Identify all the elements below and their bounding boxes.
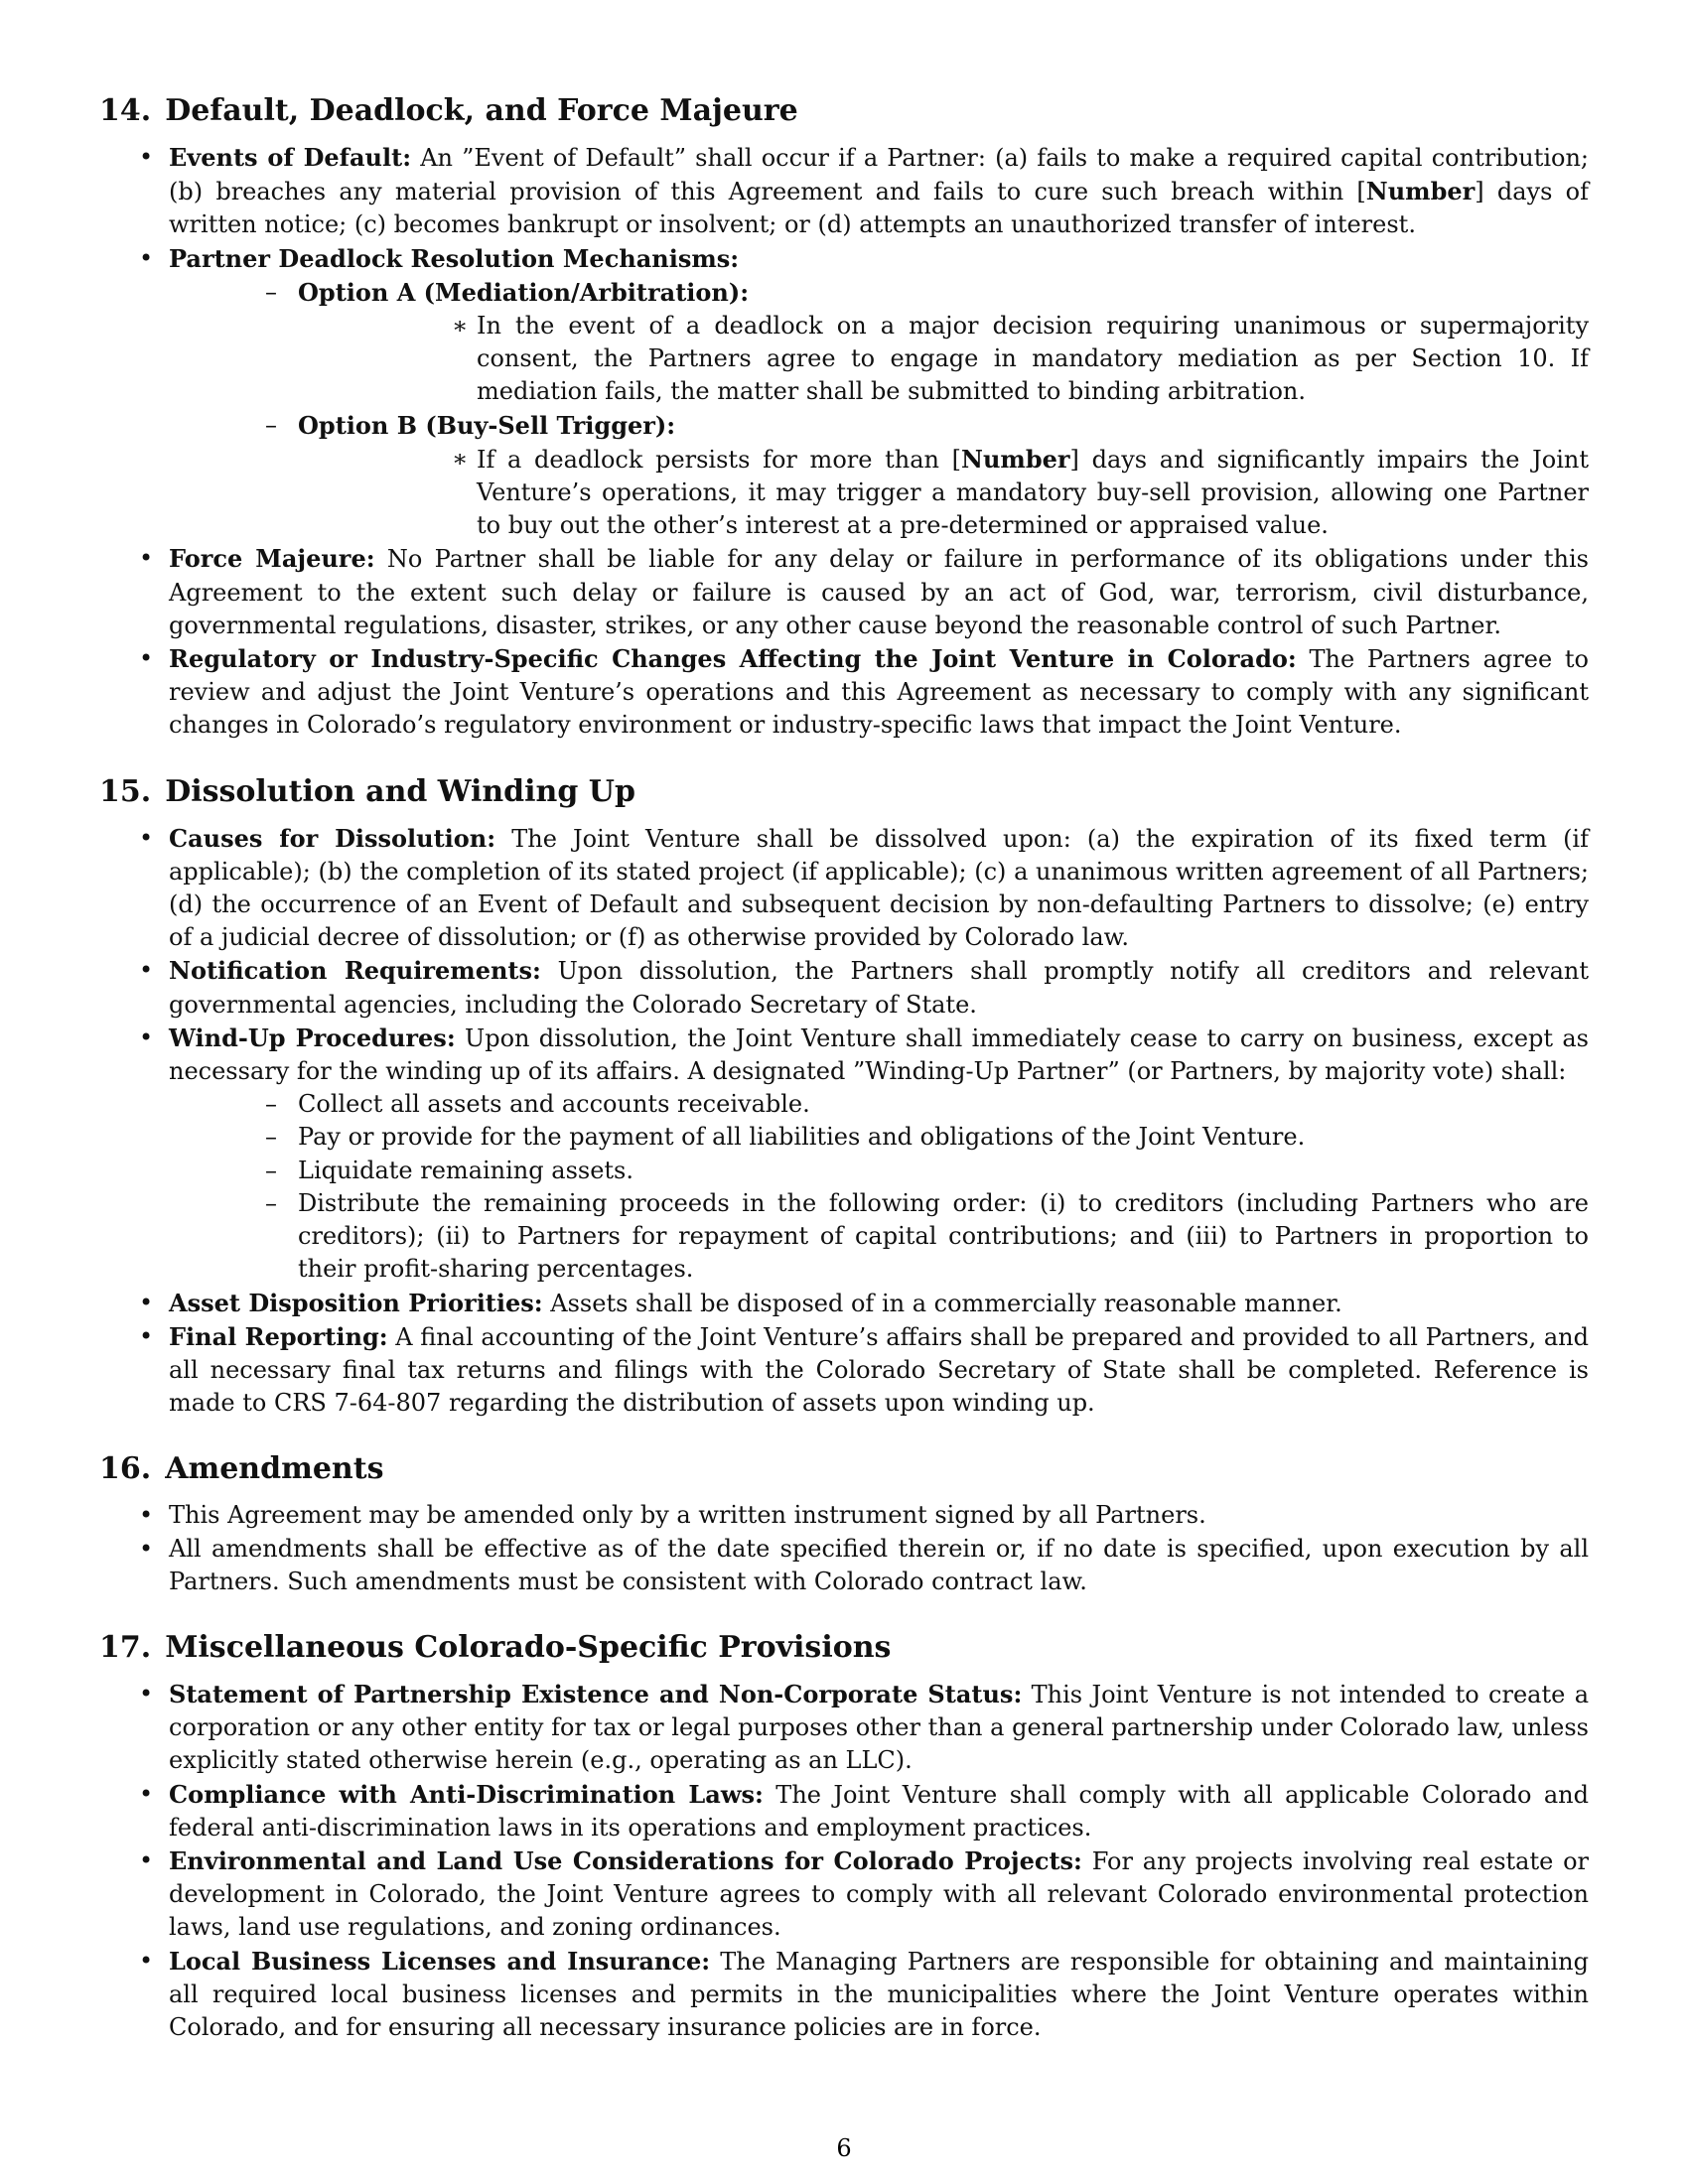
list-item-antidiscrimination (99, 1778, 1589, 1844)
list-item-licenses (99, 1945, 1589, 2045)
item-label: Option A (Mediation/Arbitration): (298, 277, 750, 307)
sub-item-step (169, 1088, 1589, 1121)
bullet-marker: • (139, 1534, 154, 1563)
dash-marker: – (265, 410, 277, 439)
section-number: 17. (99, 1629, 152, 1665)
list-item-events-of-default (99, 141, 1589, 242)
bullet-marker: • (139, 1321, 154, 1350)
section-16 (99, 1449, 1589, 1598)
item-label: Final Reporting: (169, 1321, 388, 1351)
bullet-marker: • (139, 644, 154, 673)
section-number: 15. (99, 773, 152, 809)
document-page (99, 91, 1589, 2074)
bullet-marker: • (139, 243, 154, 272)
section-title: Miscellaneous Colorado-Specific Provisions (165, 1629, 892, 1665)
item-label: Events of Default: (169, 143, 412, 172)
bullet-marker: • (139, 1845, 154, 1874)
sub-item-step (169, 1187, 1589, 1287)
item-label: Option B (Buy-Sell Trigger): (298, 410, 676, 440)
item-label: Regulatory or Industry-Specific Changes Affecting the Joint Venture in Colorado: (169, 644, 1297, 674)
dash-marker: – (265, 1123, 277, 1152)
list-item-regulatory (99, 642, 1589, 743)
item-label: Wind-Up Procedures: (169, 1023, 456, 1052)
item-text: ] days of written notice; (c) becomes bankrupt or insolvent; or (d) attempts an unauthorized transfer of interest. (169, 178, 1590, 239)
item-text: The Managing Partners are responsible for obtaining and maintaining all required local business licenses and permits in the municipalities where the Joint Venture operates within Colorado, and for ensuring all necessary insurance policies are in force. (169, 1947, 1589, 2041)
list-item-force-majeure (99, 542, 1589, 642)
item-label: Notification Requirements: (169, 956, 541, 986)
star-marker: ∗ (452, 444, 469, 473)
list-item-environmental (99, 1844, 1589, 1945)
bullet-marker: • (139, 1288, 154, 1316)
item-text: A final accounting of the Joint Venture’s affairs shall be prepared and provided to all Partners, and all necessary final tax returns and filings with the Colorado Secretary of State shall be completed. Reference is made to CRS 7-64-807 regarding the distribution of assets upon winding up. (169, 1322, 1589, 1418)
sub-sub-item (298, 310, 1589, 409)
bullet-marker: • (139, 956, 154, 985)
dash-marker: – (265, 1090, 277, 1119)
bullet-marker: • (139, 1023, 154, 1051)
list-item-final (99, 1320, 1589, 1421)
sub-item-option-a (169, 276, 1589, 409)
item-text: Collect all assets and accounts receivable. (298, 1090, 810, 1119)
sub-list (169, 1088, 1589, 1286)
sub-sub-item (298, 443, 1589, 543)
page-number: 6 (836, 2134, 852, 2162)
item-text: The Joint Venture shall comply with all applicable Colorado and federal anti-discrimination laws in its operations and employment practices. (169, 1780, 1589, 1842)
sub-item-option-b (169, 409, 1589, 543)
item-label: Compliance with Anti-Discrimination Laws: (169, 1779, 764, 1809)
section-heading (99, 1449, 1589, 1489)
item-text: The Partners agree to review and adjust the Joint Venture’s operations and this Agreement as necessary to comply with any significant changes in Colorado’s regulatory environment or industry-specific laws that impact the Joint Venture. (169, 645, 1589, 740)
bullet-marker: • (139, 544, 154, 573)
section-list (99, 822, 1589, 1421)
section-title: Amendments (165, 1451, 384, 1487)
item-text: Pay or provide for the payment of all liabilities and obligations of the Joint Venture. (298, 1123, 1306, 1152)
item-label: Asset Disposition Priorities: (169, 1288, 543, 1317)
item-text: No Partner shall be liable for any delay or failure in performance of its obligations under this Agreement to the extent such delay or failure is caused by an act of God, war, terrorism, civil disturbance, governmental regulations, disaster, strikes, or any other cause beyond the reasonable control of such Partner. (169, 545, 1590, 639)
item-text: ] days and significantly impairs the Joint Venture’s operations, it may trigger a mandatory buy-sell provision, allowing one Partner to buy out the other’s interest at a pre-determined or appraised value. (477, 445, 1589, 540)
section-14 (99, 91, 1589, 743)
dash-marker: – (265, 1156, 277, 1184)
item-text: This Agreement may be amended only by a written instrument signed by all Partners. (169, 1501, 1206, 1530)
dash-marker: – (265, 277, 277, 306)
item-text: For any projects involving real estate or development in Colorado, the Joint Venture agrees to comply with all relevant Colorado environmental protection laws, land use regulations, and zoning ordinances. (169, 1846, 1589, 1942)
section-15 (99, 772, 1589, 1421)
item-text: An ”Event of Default” shall occur if a Partner: (a) fails to make a required capital contribution; (b) breaches any material provision of this Agreement and fails to cure such breach within [ (169, 144, 1590, 206)
section-heading (99, 1628, 1589, 1668)
sub-sub-list (298, 310, 1589, 409)
list-item-windup (99, 1022, 1589, 1287)
item-text: All amendments shall be effective as of the date specified therein or, if no date is specified, upon execution by all Partners. Such amendments must be consistent with Colorado contract law. (169, 1534, 1589, 1595)
section-list (99, 1678, 1589, 2044)
list-item-notification (99, 954, 1589, 1021)
sub-item-step (169, 1121, 1589, 1154)
list-item-asset (99, 1287, 1589, 1320)
item-text: Liquidate remaining assets. (298, 1156, 633, 1184)
item-text: In the event of a deadlock on a major decision requiring unanimous or supermajority consent, the Partners agree to engage in mandatory mediation as per Section 10. If mediation fails, the matter shall be submitted to binding arbitration. (477, 312, 1589, 406)
bullet-marker: • (139, 143, 154, 171)
item-text: Assets shall be disposed of in a commercially reasonable manner. (542, 1289, 1342, 1317)
bullet-marker: • (139, 1679, 154, 1707)
placeholder-number: Number (961, 444, 1070, 474)
dash-marker: – (265, 1188, 277, 1217)
item-label: Environmental and Land Use Considerations for Colorado Projects: (169, 1845, 1082, 1875)
item-text: Upon dissolution, the Joint Venture shall immediately cease to carry on business, except as necessary for the winding up of its affairs. A designated ”Winding-Up Partner” (or Partners, by majority vote) shall: (169, 1024, 1589, 1086)
item-text: If a deadlock persists for more than [ (477, 445, 962, 474)
item-label: Statement of Partnership Existence and Non-Corporate Status: (169, 1679, 1023, 1708)
item-text: Distribute the remaining proceeds in the following order: (i) to creditors (including Partners who are creditors); (ii) to Partners for repayment of capital contributions; and (iii) to Partners in proportion to their profit-sharing percentages. (298, 1188, 1589, 1284)
bullet-marker: • (139, 1779, 154, 1808)
list-item (99, 1499, 1589, 1532)
sub-sub-list (298, 443, 1589, 543)
section-number: 16. (99, 1451, 152, 1487)
list-item-causes (99, 822, 1589, 955)
list-item (99, 1533, 1589, 1598)
section-heading (99, 91, 1589, 131)
item-label: Causes for Dissolution: (169, 823, 496, 853)
sub-list (169, 276, 1589, 543)
bullet-marker: • (139, 1946, 154, 1975)
list-item-deadlock (99, 242, 1589, 543)
section-number: 14. (99, 93, 152, 128)
item-label: Partner Deadlock Resolution Mechanisms: (169, 243, 740, 273)
section-list (99, 1499, 1589, 1598)
bullet-marker: • (139, 1501, 154, 1530)
section-heading (99, 772, 1589, 812)
section-17 (99, 1628, 1589, 2044)
item-text: Upon dissolution, the Partners shall promptly notify all creditors and relevant governmental agencies, including the Colorado Secretary of State. (169, 957, 1590, 1019)
item-text: The Joint Venture shall be dissolved upon: (a) the expiration of its fixed term (if applicable); (b) the completion of its stated project (if applicable); (c) a unanimous written agreement of all Partners; (d) the occurrence of an Event of Default and subsequent decision by non-defaulting Partners to dissolve; (e) entry of a judicial decree of dissolution; or (f) as otherwise provided by Colorado law. (169, 824, 1589, 952)
item-label: Force Majeure: (169, 544, 375, 574)
item-text: This Joint Venture is not intended to create a corporation or any other entity for tax or legal purposes other than a general partnership under Colorado law, unless explicitly stated otherwise herein (e.g., operating as an LLC). (169, 1680, 1590, 1775)
section-list (99, 141, 1589, 743)
placeholder-number: Number (1365, 177, 1476, 206)
list-item-statement (99, 1678, 1589, 1778)
section-title: Dissolution and Winding Up (165, 773, 635, 809)
star-marker: ∗ (452, 312, 469, 341)
bullet-marker: • (139, 823, 154, 852)
item-label: Local Business Licenses and Insurance: (169, 1946, 711, 1976)
sub-item-step (169, 1155, 1589, 1187)
section-title: Default, Deadlock, and Force Majeure (165, 93, 798, 128)
